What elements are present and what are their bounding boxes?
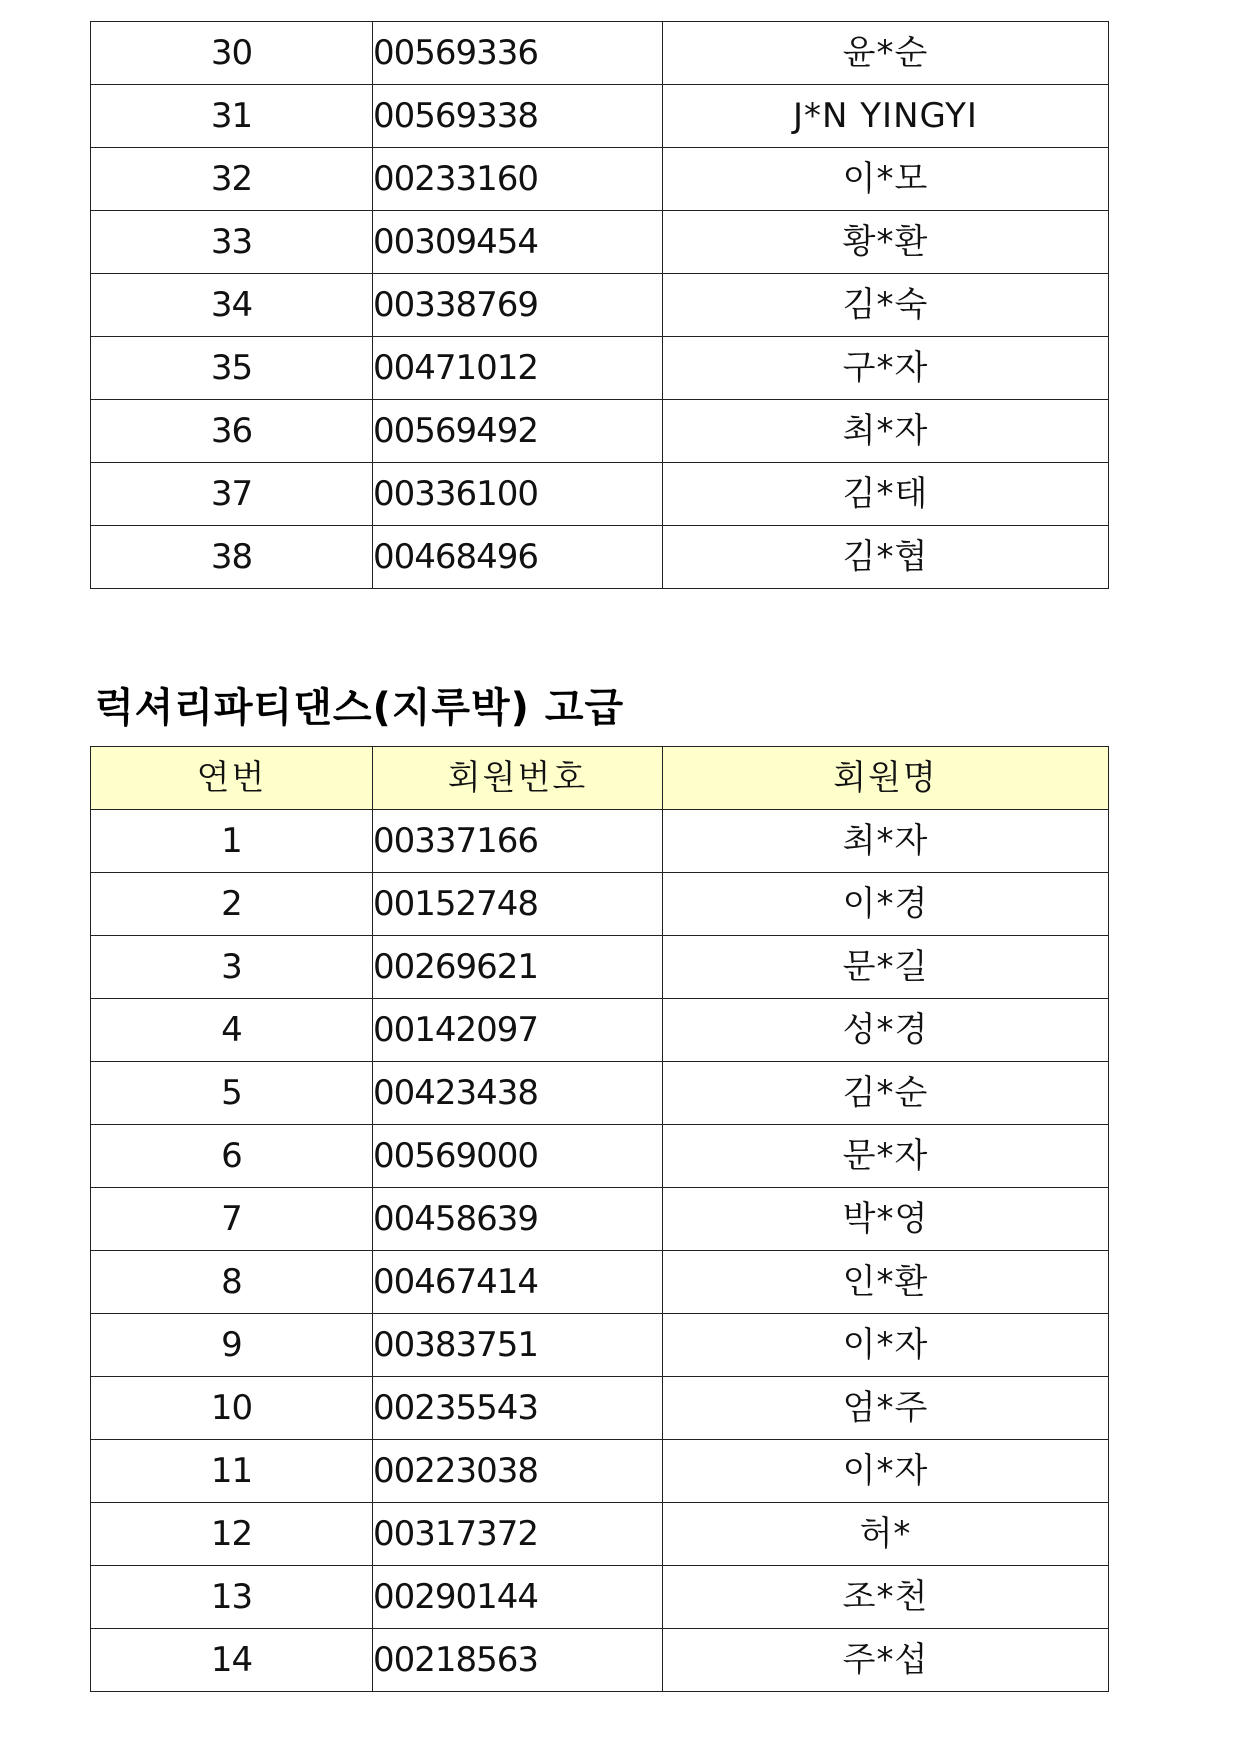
serial-number-cell: 37 [91, 463, 373, 526]
table-row [91, 1188, 1109, 1251]
member-name-cell: 이*경 [663, 873, 1109, 936]
table-row [91, 274, 1109, 337]
member-number-cell: 00471012 [373, 337, 663, 400]
table-row [91, 1062, 1109, 1125]
serial-number-cell: 6 [91, 1125, 373, 1188]
member-name-cell: 김*태 [663, 463, 1109, 526]
member-number-cell: 00337166 [373, 810, 663, 873]
table-row [91, 1566, 1109, 1629]
luxury-dance-member-table-body [91, 810, 1109, 1692]
member-number-cell: 00235543 [373, 1377, 663, 1440]
member-number-cell: 00309454 [373, 211, 663, 274]
member-name-cell: 박*영 [663, 1188, 1109, 1251]
member-name-cell: 엄*주 [663, 1377, 1109, 1440]
member-number-cell: 00383751 [373, 1314, 663, 1377]
serial-number-cell: 3 [91, 936, 373, 999]
serial-number-cell: 14 [91, 1629, 373, 1692]
serial-number-cell: 30 [91, 22, 373, 85]
table-header-row [91, 747, 1109, 810]
serial-number-cell: 4 [91, 999, 373, 1062]
member-name-cell: 김*순 [663, 1062, 1109, 1125]
table-row [91, 1251, 1109, 1314]
member-number-cell: 00338769 [373, 274, 663, 337]
table-row [91, 999, 1109, 1062]
serial-number-cell: 2 [91, 873, 373, 936]
table-row [91, 1314, 1109, 1377]
member-name-cell: 김*협 [663, 526, 1109, 589]
member-number-cell: 00569492 [373, 400, 663, 463]
member-number-cell: 00458639 [373, 1188, 663, 1251]
serial-number-cell: 32 [91, 148, 373, 211]
member-name-cell: 구*자 [663, 337, 1109, 400]
table-row [91, 526, 1109, 589]
table-row [91, 400, 1109, 463]
member-number-cell: 00468496 [373, 526, 663, 589]
member-name-cell: 황*환 [663, 211, 1109, 274]
member-table-continued [90, 21, 1109, 589]
member-number-cell: 00317372 [373, 1503, 663, 1566]
table-row [91, 936, 1109, 999]
table-row [91, 463, 1109, 526]
serial-number-cell: 1 [91, 810, 373, 873]
member-name-cell: 최*자 [663, 400, 1109, 463]
member-number-cell: 00423438 [373, 1062, 663, 1125]
table-row [91, 22, 1109, 85]
member-number-cell: 00467414 [373, 1251, 663, 1314]
header-member-number: 회원번호 [373, 747, 663, 810]
serial-number-cell: 12 [91, 1503, 373, 1566]
member-name-cell: J*N YINGYI [663, 85, 1109, 148]
serial-number-cell: 13 [91, 1566, 373, 1629]
table-row [91, 85, 1109, 148]
table-row [91, 1440, 1109, 1503]
table-row [91, 148, 1109, 211]
table-row [91, 1629, 1109, 1692]
table-row [91, 1377, 1109, 1440]
member-name-cell: 성*경 [663, 999, 1109, 1062]
header-serial-number: 연번 [91, 747, 373, 810]
table-header [91, 747, 1109, 810]
member-number-cell: 00569336 [373, 22, 663, 85]
header-member-name: 회원명 [663, 747, 1109, 810]
member-number-cell: 00233160 [373, 148, 663, 211]
member-number-cell: 00569338 [373, 85, 663, 148]
member-name-cell: 이*자 [663, 1314, 1109, 1377]
member-number-cell: 00152748 [373, 873, 663, 936]
member-number-cell: 00142097 [373, 999, 663, 1062]
serial-number-cell: 38 [91, 526, 373, 589]
serial-number-cell: 8 [91, 1251, 373, 1314]
table-row [91, 810, 1109, 873]
serial-number-cell: 34 [91, 274, 373, 337]
member-name-cell: 이*모 [663, 148, 1109, 211]
table-row [91, 211, 1109, 274]
member-number-cell: 00290144 [373, 1566, 663, 1629]
serial-number-cell: 33 [91, 211, 373, 274]
serial-number-cell: 36 [91, 400, 373, 463]
serial-number-cell: 9 [91, 1314, 373, 1377]
serial-number-cell: 35 [91, 337, 373, 400]
member-name-cell: 문*자 [663, 1125, 1109, 1188]
table-row [91, 1125, 1109, 1188]
serial-number-cell: 11 [91, 1440, 373, 1503]
member-number-cell: 00223038 [373, 1440, 663, 1503]
member-number-cell: 00569000 [373, 1125, 663, 1188]
serial-number-cell: 5 [91, 1062, 373, 1125]
member-name-cell: 이*자 [663, 1440, 1109, 1503]
table-row [91, 1503, 1109, 1566]
member-name-cell: 조*천 [663, 1566, 1109, 1629]
member-name-cell: 최*자 [663, 810, 1109, 873]
section-title: 럭셔리파티댄스(지루박) 고급 [95, 685, 625, 731]
member-name-cell: 주*섭 [663, 1629, 1109, 1692]
serial-number-cell: 10 [91, 1377, 373, 1440]
member-table-continued-body [91, 22, 1109, 589]
member-number-cell: 00218563 [373, 1629, 663, 1692]
table-row [91, 873, 1109, 936]
luxury-dance-member-table [90, 746, 1109, 1692]
member-name-cell: 윤*순 [663, 22, 1109, 85]
member-name-cell: 문*길 [663, 936, 1109, 999]
table-row [91, 337, 1109, 400]
member-name-cell: 김*숙 [663, 274, 1109, 337]
member-number-cell: 00336100 [373, 463, 663, 526]
member-name-cell: 인*환 [663, 1251, 1109, 1314]
member-number-cell: 00269621 [373, 936, 663, 999]
serial-number-cell: 7 [91, 1188, 373, 1251]
serial-number-cell: 31 [91, 85, 373, 148]
member-name-cell: 허* [663, 1503, 1109, 1566]
